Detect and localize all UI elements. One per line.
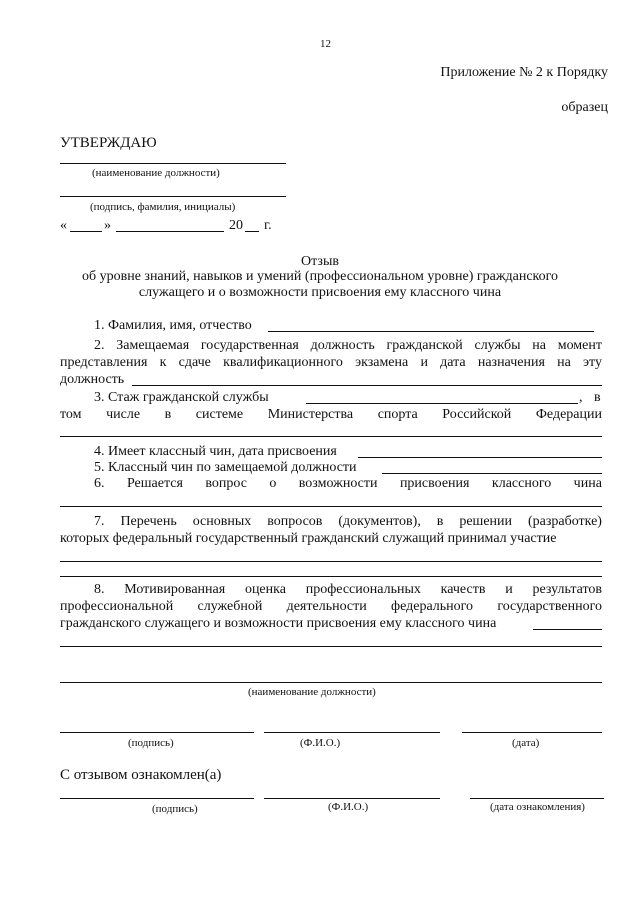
item4-label: 4. Имеет классный чин, дата присвоения [94,444,337,459]
approve-position-caption: (наименование должности) [92,167,220,179]
word: должность [310,338,375,353]
word: государственного [497,599,602,614]
item7-line1 [94,514,602,530]
sig-sign-line [60,732,254,733]
item3-label: 3. Стаж гражданской службы [94,390,269,405]
word: профессиональных [305,582,421,597]
word: (документов), [338,514,421,529]
word: представления [60,355,148,370]
word: о [269,476,277,491]
review-title: Отзыв [301,254,339,269]
word: классного [491,476,552,491]
word: спорта [377,407,418,422]
item8-line1 [94,582,602,598]
item3-fill-line [306,403,578,404]
approve-year-prefix: 20 [229,218,243,233]
item5-fill-line [382,473,602,474]
word: вопросов [267,514,323,529]
word: квалификационного [223,355,343,370]
word: (разработке) [527,514,602,529]
word: Российской [442,407,512,422]
sig-fio-caption: (Ф.И.О.) [300,737,341,749]
sig-date-caption: (дата) [512,737,540,749]
word: Мотивированная [124,582,226,597]
approve-month-line [116,231,224,232]
review-subtitle-line1: об уровне знаний, навыков и умений (профессиональном уровне) гражданского [81,269,559,284]
word: 2. [94,338,105,353]
word: Замещаемая [116,338,190,353]
word: качеств [440,582,486,597]
word: возможности [298,476,378,491]
word: 8. [94,582,105,597]
word: государственная [200,338,299,353]
word: Решается [126,476,183,491]
item3-line2 [60,407,602,423]
word: результатов [532,582,602,597]
approve-year-line [245,231,259,232]
word: службы [474,338,521,353]
word: и [420,355,428,370]
word: Министерства [267,407,354,422]
item7-fill-line2 [60,576,602,577]
word: в [164,407,172,422]
word: дата [440,355,466,370]
word: к [159,355,167,370]
item1-fill-line [268,331,594,332]
sig-position-caption: (наименование должности) [248,686,376,698]
sig-position-line [60,682,602,683]
acquaint-fio-caption: (Ф.И.О.) [328,801,369,813]
word: и [505,582,513,597]
word: оценка [244,582,286,597]
word: том [60,407,82,422]
word: деятельности [286,599,367,614]
word: сдаче [178,355,211,370]
item2-line3: должность [60,372,125,387]
approve-date-close: » [104,218,111,233]
approve-date-open: « [60,218,67,233]
approve-signature-caption: (подпись, фамилия, инициалы) [90,201,236,213]
sample-label: образец [561,100,608,115]
word: экзамена [355,355,409,370]
word: эту [583,355,602,370]
appendix-label: Приложение № 2 к Порядку [440,65,608,80]
word: 6. [94,476,105,491]
word: момент [557,338,602,353]
item3-extra-line [60,436,602,437]
item7-line2: которых федеральный государственный гражданский служащий принимал участие [60,531,557,546]
word: гражданской [386,338,463,353]
acquaint-sign-line [60,798,254,799]
approve-position-line [60,163,286,164]
word: решении [459,514,513,529]
item4-fill-line [358,457,602,458]
item5-label: 5. Классный чин по замещаемой должности [94,460,357,475]
word: основных [192,514,252,529]
word: 7. [94,514,105,529]
sig-sign-caption: (подпись) [128,737,174,749]
item3-comma: , [579,390,583,405]
acquaint-title: С отзывом ознакомлен(а) [60,767,222,783]
item2-fill-line [132,385,602,386]
item2-line1 [94,338,602,354]
acquaint-sign-caption: (подпись) [152,803,198,815]
approve-year-suffix: г. [264,218,272,233]
sig-fio-line [264,732,440,733]
word: вопрос [205,476,247,491]
item7-fill-line1 [60,561,602,562]
acquaint-date-caption: (дата ознакомления) [490,801,585,813]
word: системе [195,407,244,422]
item8-line3: гражданского служащего и возможности присвоения ему классного чина [60,616,497,631]
approve-day-line [70,231,102,232]
word: Федерации [535,407,602,422]
word: Перечень [120,514,177,529]
item8-line2 [60,599,602,615]
item3-v: в [594,390,601,405]
approve-title: УТВЕРЖДАЮ [60,135,157,151]
word: в [436,514,444,529]
item6-fill-line [60,506,602,507]
word: на [557,355,571,370]
word: профессиональной [60,599,174,614]
approve-signature-line [60,196,286,197]
item1-label: 1. Фамилия, имя, отчество [94,318,252,333]
word: присвоения [399,476,470,491]
sig-date-line [462,732,602,733]
review-subtitle-line2: служащего и о возможности присвоения ему классного чина [138,285,502,300]
item8-fill-line2 [60,646,602,647]
item6-line [94,476,602,492]
item2-line2 [60,355,602,371]
item8-fill-line1 [533,629,602,630]
page-number: 12 [320,38,331,50]
acquaint-date-line [470,798,604,799]
acquaint-fio-line [264,798,440,799]
word: на [532,338,546,353]
word: назначения [477,355,545,370]
word: федерального [391,599,474,614]
word: чина [573,476,602,491]
word: служебной [197,599,263,614]
word: числе [106,407,141,422]
